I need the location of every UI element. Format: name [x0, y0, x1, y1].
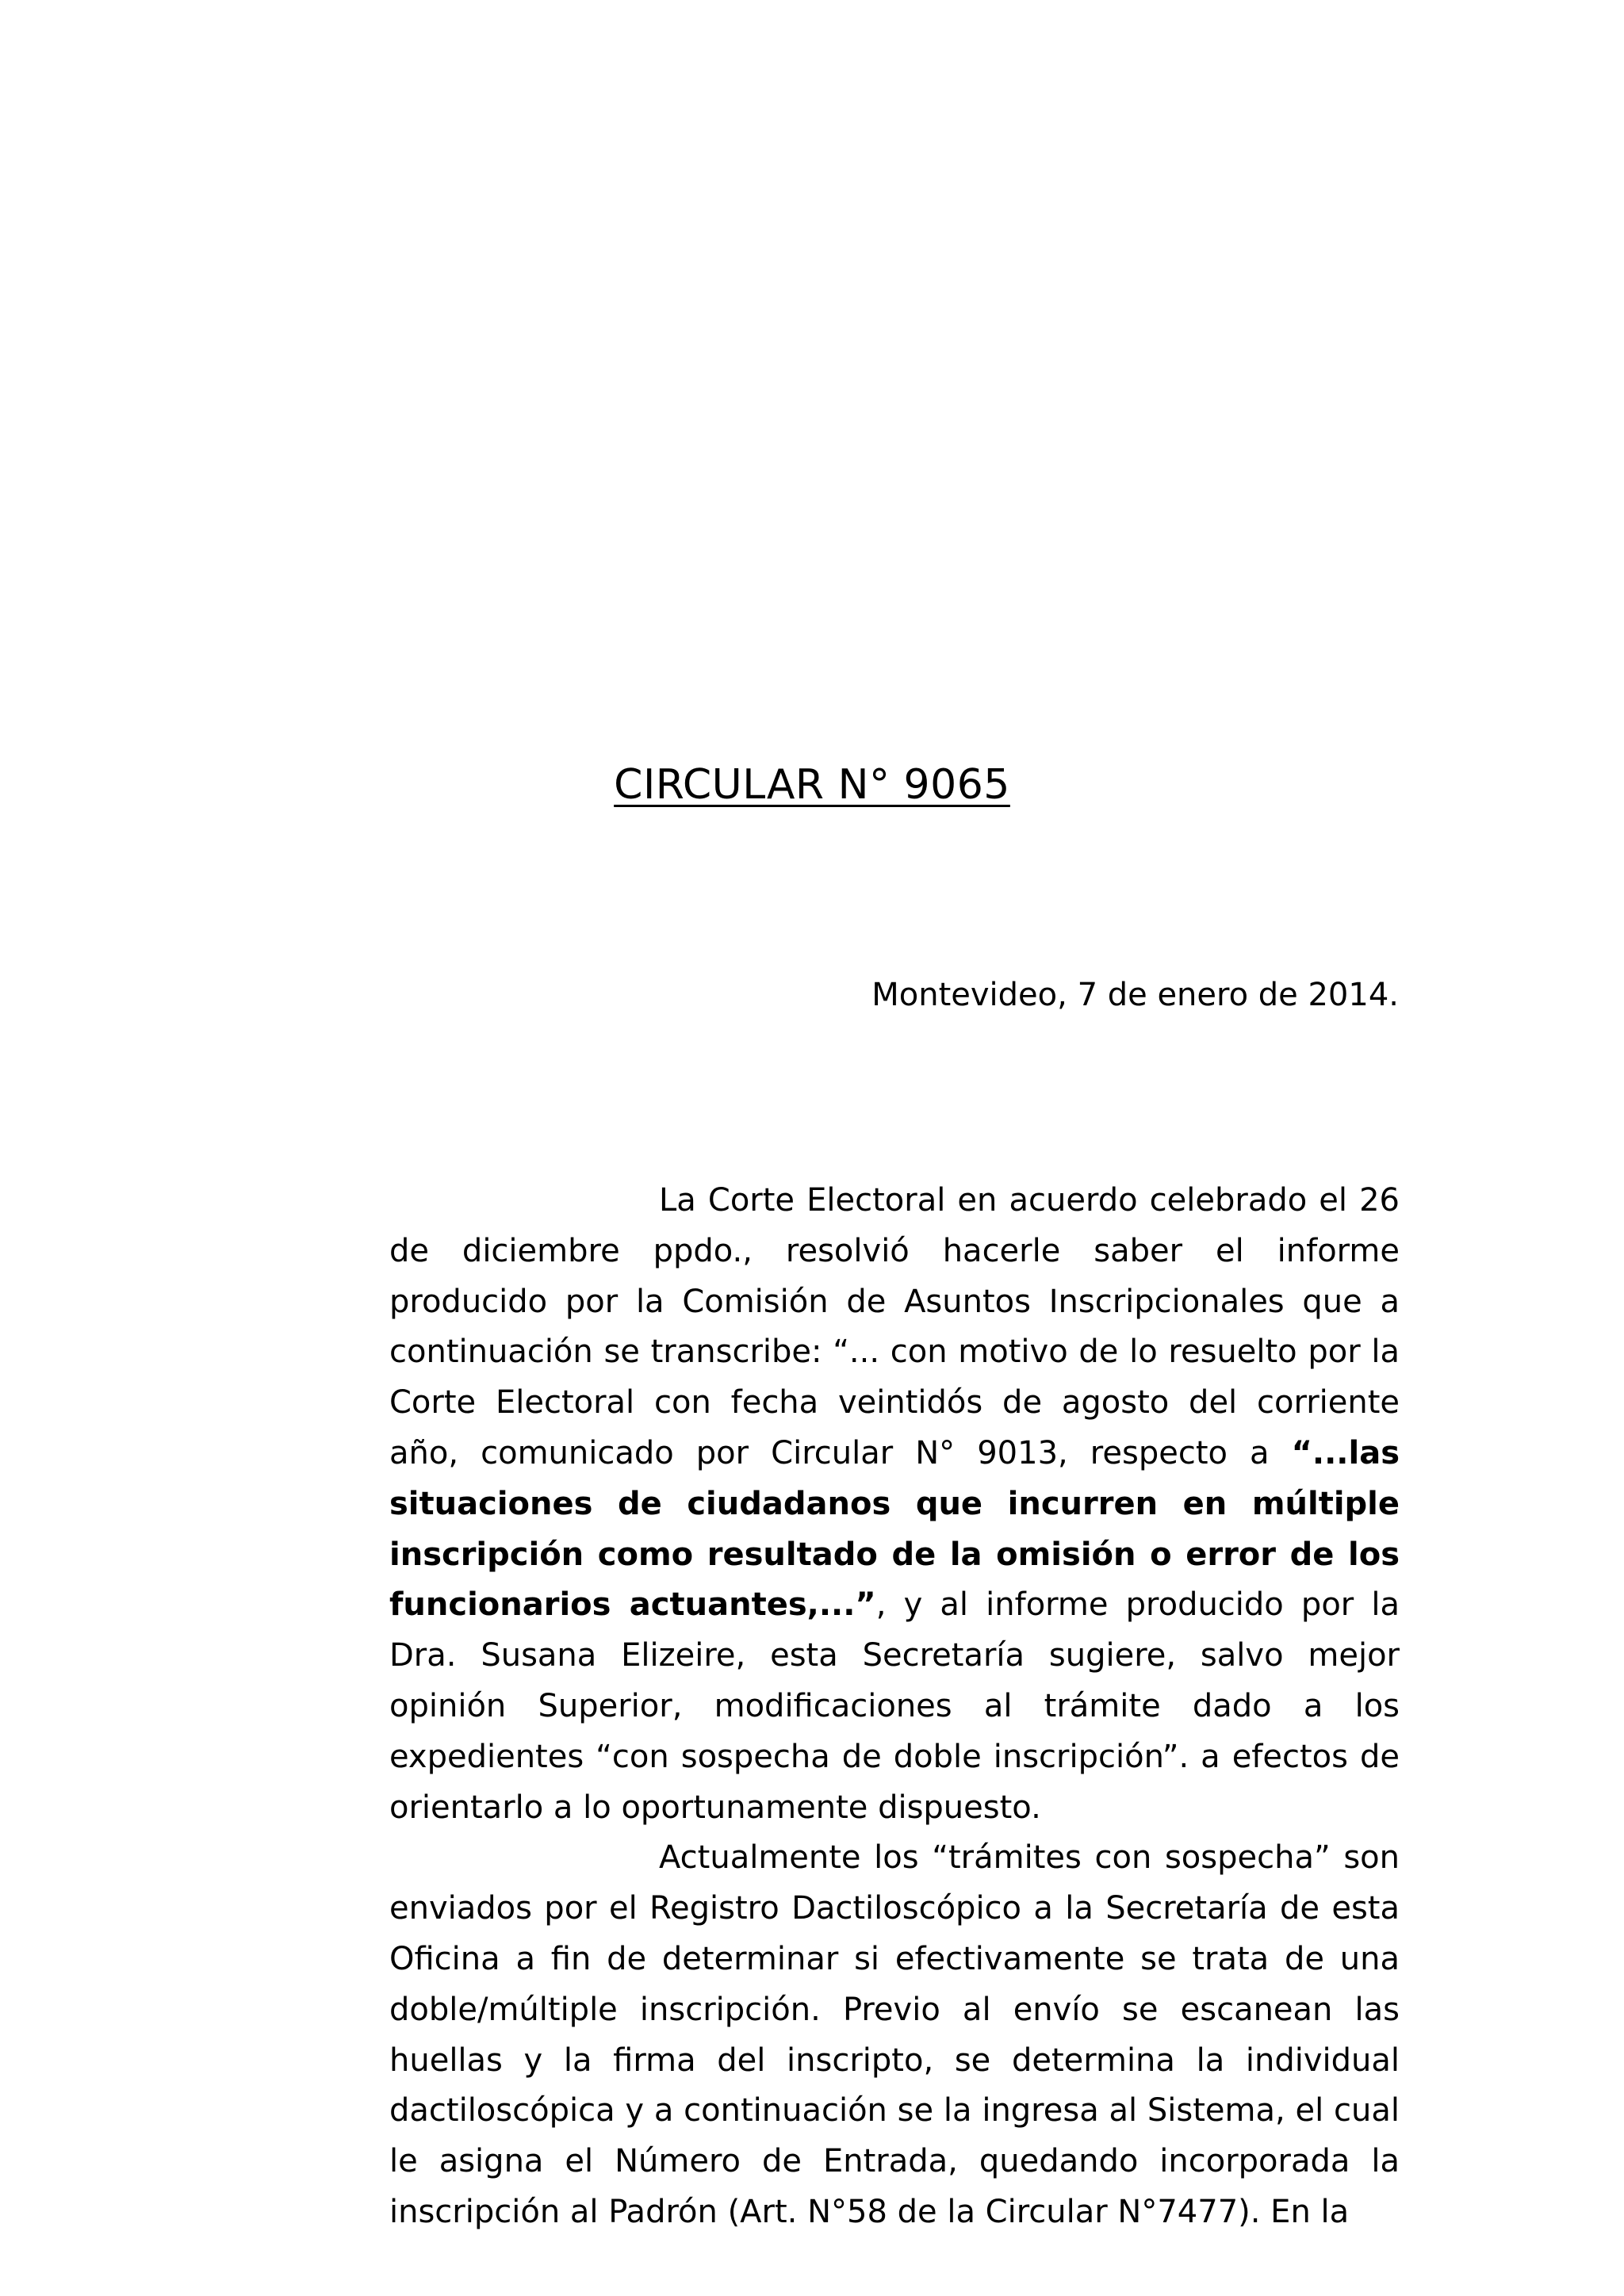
paragraph-1 [389, 1176, 1400, 1833]
dateline: Montevideo, 7 de enero de 2014. [871, 977, 1399, 1013]
paragraph-1-intro: La Corte Electoral en acuerdo celebrado el 26 de diciembre ppdo., resolvió hacerle saber el informe producido por la Comisión de Asuntos Inscripcionales que a continuación se transcribe: “... con motivo de lo resuelto por la Corte Electoral con fecha veintidós de agosto del corriente año, comunicado por Circular N° 9013, respecto a [389, 1182, 1400, 1471]
document-body [389, 1176, 1400, 2238]
paragraph-2: Actualmente los “trámites con sospecha” son enviados por el Registro Dactiloscópico a la Secretaría de esta Oficina a fin de determinar si efectivamente se trata de una doble/múltiple inscripción. Previo al envío se escanean las huellas y la firma del inscripto, se determina la individual dactiloscópica y a continuación se la ingresa al Sistema, el cual le asigna el Número de Entrada, quedando incorporada la inscripción al Padrón (Art. N°58 de la Circular N°7477). En la [389, 1839, 1400, 2230]
paragraph-1-rest: , y al informe producido por la Dra. Susana Elizeire, esta Secretaría sugiere, salvo mejor opinión Superior, modificaciones al trámite dado a los expedientes “con sospecha de doble inscripción”. a efectos de orientarlo a lo oportunamente dispuesto. [389, 1586, 1400, 1826]
document-title: CIRCULAR N° 9065 [614, 761, 1010, 809]
paragraph-1-bold-quote: “...las situaciones de ciudadanos que incurren en múltiple inscripción como resultado de la omisión o error de los funcionarios actuantes,...” [389, 1434, 1400, 1624]
